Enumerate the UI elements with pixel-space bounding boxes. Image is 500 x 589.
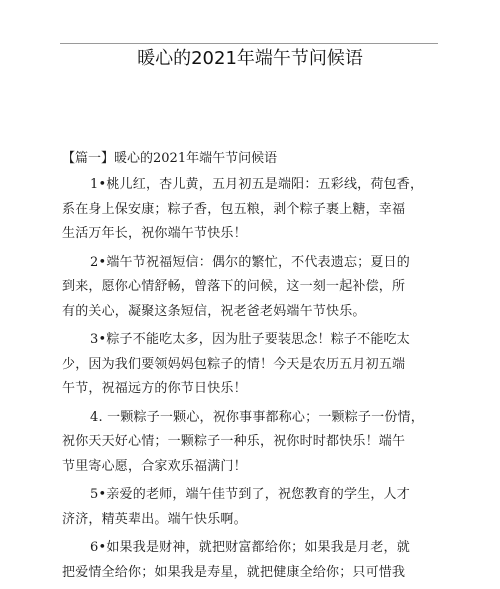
paragraph-line: 少，因为我们要领妈妈包粽子的情！今天是农历五月初五端 [62,356,406,372]
paragraph-line: 把爱情全给你；如果我是寿星，就把健康全给你；只可惜我 [62,564,406,580]
paragraph-line: 2•端午节祝福短信：偶尔的繁忙，不代表遗忘；夏日的 [90,254,410,270]
paragraph-3 [62,328,419,402]
paragraph-line: 节里寄心愿，合家欢乐福满门！ [62,458,247,474]
paragraph-line: 有的关心，凝聚这条短信，祝老爸老妈端午节快乐。 [62,303,366,319]
header-divider [60,43,438,44]
paragraph-line: 6•如果我是财神，就把财富都给你；如果我是月老，就 [90,540,410,555]
paragraph-line: 午节，祝福远方的你节日快乐！ [62,381,247,396]
document-body [62,173,424,589]
paragraph-line: 到来，愿你心情舒畅，曾落下的问候，这一刻一起补偿，所 [62,279,406,294]
paragraph-6 [62,536,419,585]
paragraph-line: 祝你天天好心情；一颗粽子一种乐，祝你时时都快乐！端午 [62,434,406,449]
paragraph-4 [62,406,424,480]
document-title: 暖心的2021年端午节问候语 [137,48,363,69]
paragraph-line: 系在身上保安康；粽子香，包五粮，剥个粽子裹上糖，幸福 [62,201,406,217]
section-heading: 【篇一】暖心的2021年端午节问候语 [62,151,278,166]
paragraph-line: 济济，精英辈出。端午快乐啊。 [62,511,247,527]
paragraph-line: 5•亲爱的老师，端午佳节到了，祝您教育的学生，人才 [90,487,410,502]
paragraph-1 [62,173,424,247]
paragraph-5 [62,483,419,532]
paragraph-line: 1•桃儿红，杏儿黄，五月初五是端阳：五彩线，荷包香， [90,177,424,192]
paragraph-line: 4. 一颗粽子一颗心，祝你事事都称心；一颗粽子一份情， [90,409,424,425]
paragraph-2 [62,251,419,325]
paragraph-line: 3•粽子不能吃太多，因为肚子要装思念！粽子不能吃太 [90,332,410,347]
paragraph-line: 生活万年长，祝你端午节快乐！ [62,226,247,241]
